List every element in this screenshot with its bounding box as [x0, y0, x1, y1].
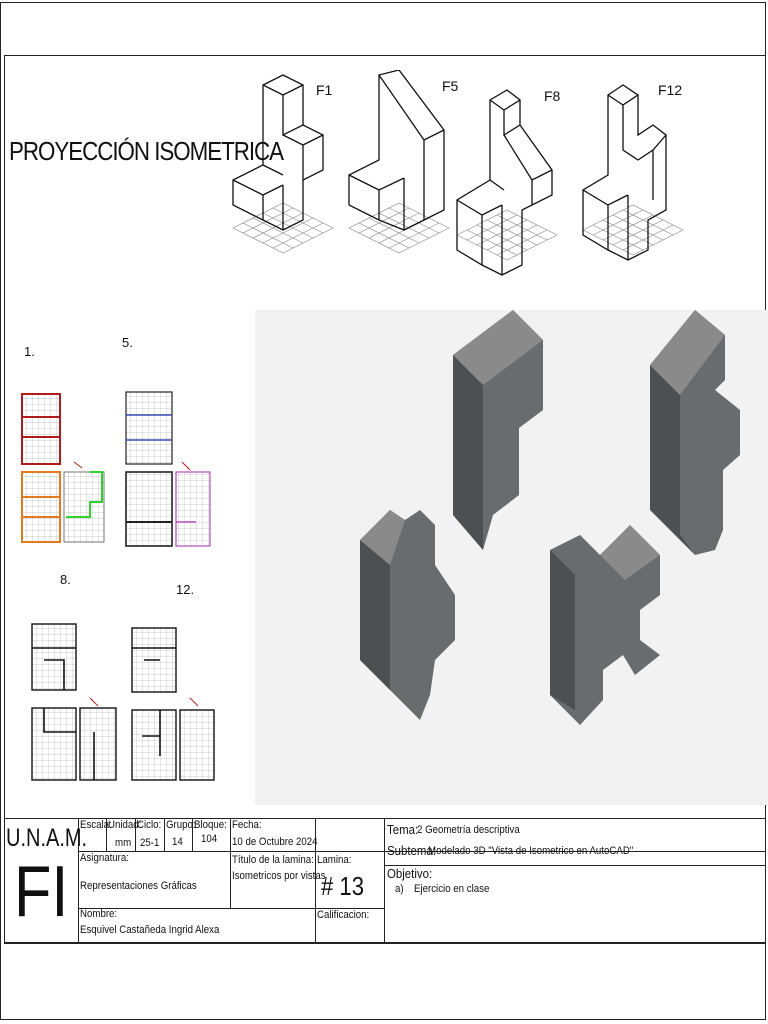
iso-drawing-f5 [344, 70, 454, 300]
ciclo-value: 25-1 [140, 837, 160, 849]
iso-drawing-f8 [452, 85, 562, 305]
solid-render-1 [453, 310, 543, 550]
asignatura-label: Asignatura: [80, 852, 129, 864]
figure-label-f12: F12 [658, 82, 683, 98]
ortho-views-12 [130, 626, 220, 786]
lamina-label: Lamina: [317, 854, 352, 866]
titulo-value: Isometricos por vistas [232, 870, 326, 882]
grupo-label: Grupo: [166, 819, 196, 831]
solid-render-3 [360, 510, 455, 720]
solid-render-2 [650, 310, 740, 555]
ortho-views-1 [20, 392, 110, 552]
tema-value: 2 Geometría descriptiva [417, 824, 520, 836]
asignatura-value: Representaciones Gráficas [80, 880, 197, 892]
exercise-number-8: 8. [60, 572, 71, 587]
solid-render-4 [550, 525, 660, 725]
fi-logo: FI [14, 852, 69, 932]
bloque-value: 104 [201, 833, 218, 845]
escala-label: Escala: [80, 819, 112, 831]
subtema-label: Subtema: [387, 843, 436, 858]
figure-label-f5: F5 [442, 78, 459, 94]
unam-label: U.N.A.M. [6, 824, 88, 852]
ortho-views-5 [124, 390, 216, 550]
solid-renders-panel [255, 310, 768, 805]
tema-label: Tema: [387, 822, 419, 837]
figure-label-f8: F8 [544, 88, 561, 104]
exercise-number-12: 12. [176, 582, 195, 597]
grupo-value: 14 [172, 836, 183, 848]
objetivo-item-marker: a) [395, 883, 404, 895]
exercise-number-5: 5. [122, 335, 133, 350]
subtema-value: Modelado 3D "Vista de Isometrico en AutoCAD" [428, 845, 634, 857]
iso-drawing-f1 [228, 70, 338, 300]
fecha-label: Fecha: [232, 819, 262, 831]
bloque-label: Bloque: [194, 819, 227, 831]
unidad-value: mm [115, 837, 132, 849]
objetivo-item: Ejercicio en clase [414, 883, 490, 895]
ciclo-label: Ciclo: [137, 819, 162, 831]
titulo-label: Título de la lamina: [232, 854, 314, 866]
objetivo-label: Objetivo: [387, 866, 433, 881]
lamina-number: # 13 [321, 871, 365, 901]
calificacion-label: Calificacion: [317, 909, 370, 921]
figure-label-f1: F1 [316, 82, 333, 98]
nombre-label: Nombre: [80, 908, 118, 920]
unidad-label: Unidad: [108, 819, 142, 831]
nombre-value: Esquivel Castañeda Ingrid Alexa [80, 924, 220, 936]
title-block [4, 818, 766, 944]
ortho-views-8 [30, 622, 120, 787]
iso-drawing-f12 [578, 80, 688, 305]
exercise-number-1: 1. [24, 344, 35, 359]
page-title: PROYECCIÓN ISOMETRICA [9, 136, 284, 166]
fecha-value: 10 de Octubre 2024 [232, 836, 318, 848]
